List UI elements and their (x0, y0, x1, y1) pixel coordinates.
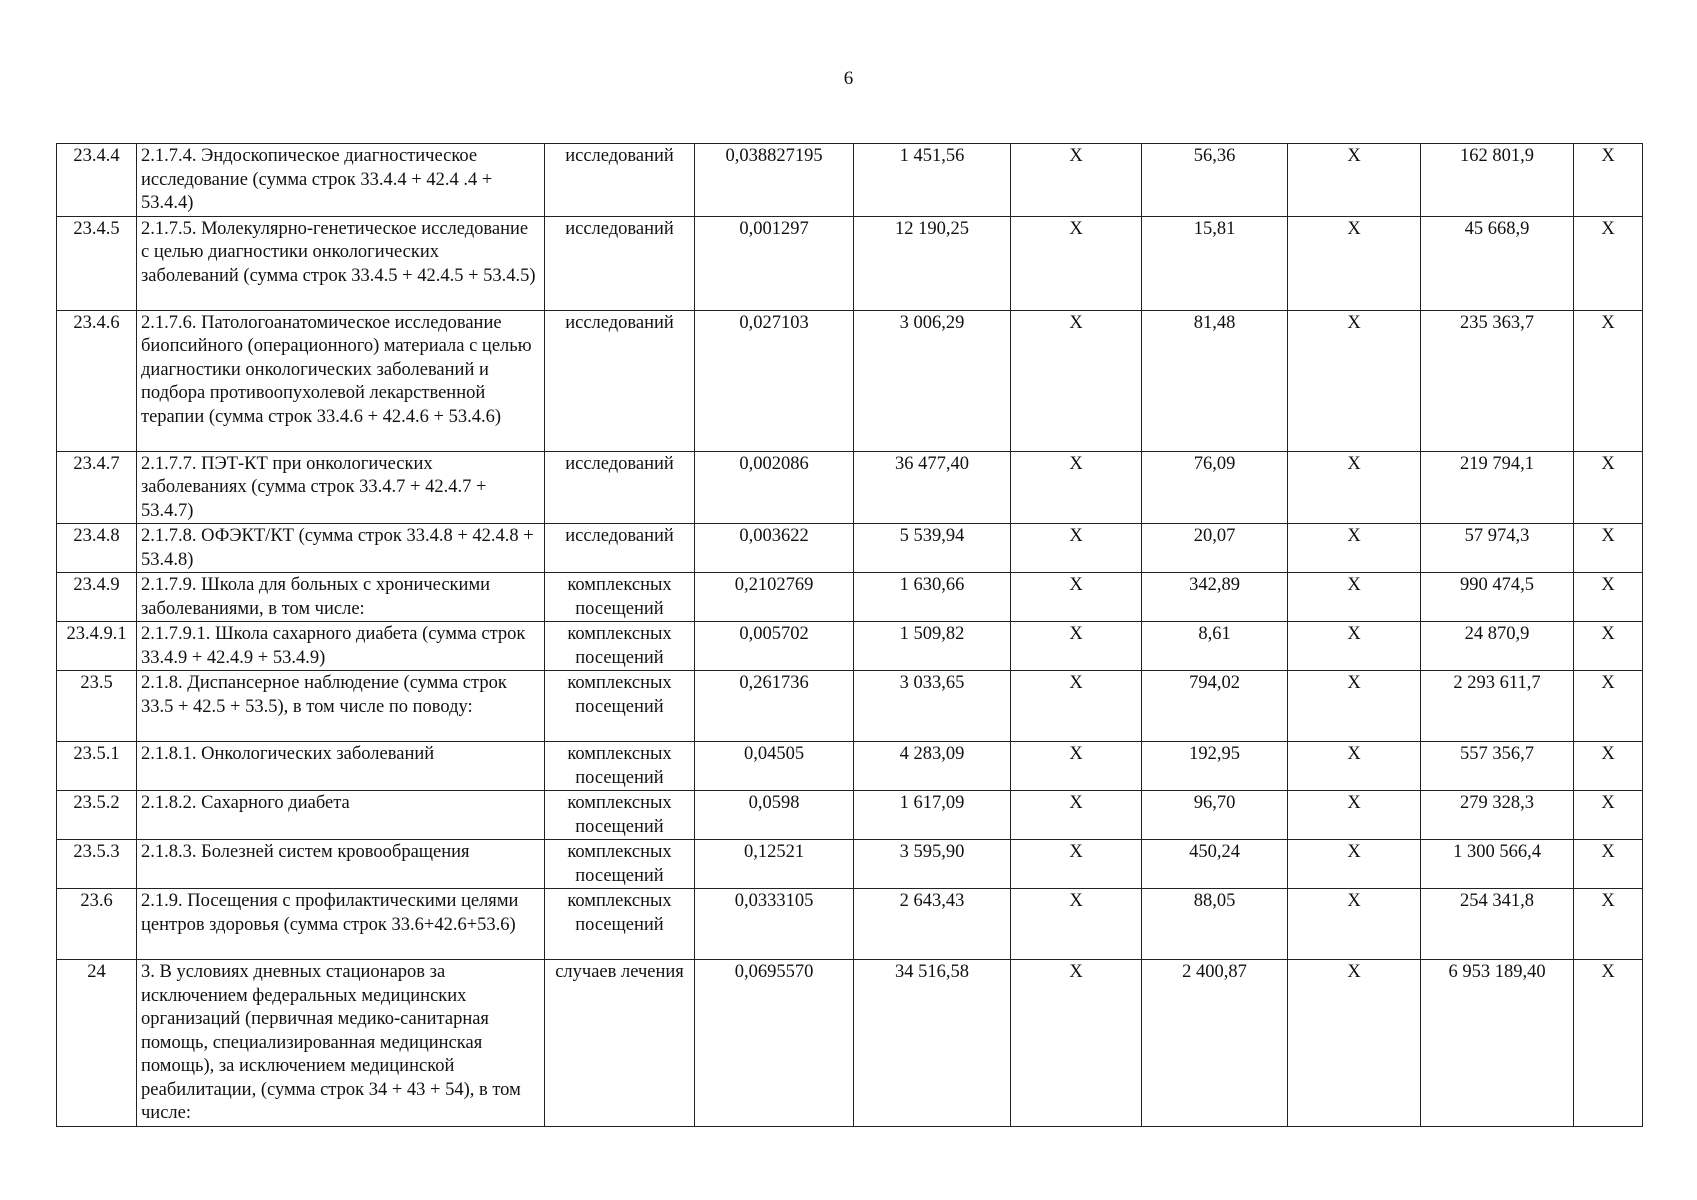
table-row (57, 889, 1643, 960)
table-row (57, 742, 1643, 791)
row-value-6: X (1011, 573, 1142, 622)
table-row (57, 960, 1643, 1127)
row-value-8: X (1288, 742, 1421, 791)
row-code: 23.4.5 (57, 216, 137, 310)
row-code: 23.4.8 (57, 524, 137, 573)
row-value-9: 254 341,8 (1421, 889, 1574, 960)
row-code: 23.4.9 (57, 573, 137, 622)
row-code: 23.4.9.1 (57, 622, 137, 671)
row-value-9: 1 300 566,4 (1421, 840, 1574, 889)
row-value-6: X (1011, 960, 1142, 1127)
row-code: 23.5.1 (57, 742, 137, 791)
row-code: 23.4.7 (57, 451, 137, 524)
row-value-7: 342,89 (1142, 573, 1288, 622)
row-name: 2.1.7.7. ПЭТ-КТ при онкологических заболеваниях (сумма строк 33.4.7 + 42.4.7 + 53.4.7) (137, 451, 545, 524)
row-value-7: 56,36 (1142, 144, 1288, 217)
row-value-8: X (1288, 960, 1421, 1127)
row-unit: комплексных посещений (545, 671, 695, 742)
row-value-6: X (1011, 742, 1142, 791)
row-value-10: X (1574, 216, 1643, 310)
row-unit: комплексных посещений (545, 622, 695, 671)
table-row (57, 144, 1643, 217)
row-value-4: 0,12521 (695, 840, 854, 889)
row-value-9: 557 356,7 (1421, 742, 1574, 791)
row-name: 2.1.8.2. Сахарного диабета (137, 791, 545, 840)
row-value-7: 2 400,87 (1142, 960, 1288, 1127)
row-value-5: 4 283,09 (854, 742, 1011, 791)
row-name: 2.1.7.5. Молекулярно-генетическое исследование с целью диагностики онкологических заболеваний (сумма строк 33.4.5 + 42.4.5 + 53.4.5) (137, 216, 545, 310)
table-row (57, 671, 1643, 742)
row-value-6: X (1011, 144, 1142, 217)
row-value-7: 88,05 (1142, 889, 1288, 960)
row-value-6: X (1011, 840, 1142, 889)
row-value-9: 6 953 189,40 (1421, 960, 1574, 1127)
table-row (57, 310, 1643, 451)
row-value-4: 0,003622 (695, 524, 854, 573)
row-value-6: X (1011, 216, 1142, 310)
table-row (57, 840, 1643, 889)
row-value-9: 219 794,1 (1421, 451, 1574, 524)
row-name: 2.1.9. Посещения с профилактическими целями центров здоровья (сумма строк 33.6+42.6+53.6) (137, 889, 545, 960)
row-value-5: 3 595,90 (854, 840, 1011, 889)
row-value-5: 1 630,66 (854, 573, 1011, 622)
row-value-8: X (1288, 573, 1421, 622)
row-code: 23.5.3 (57, 840, 137, 889)
row-value-5: 1 617,09 (854, 791, 1011, 840)
row-value-4: 0,261736 (695, 671, 854, 742)
row-value-10: X (1574, 451, 1643, 524)
row-name: 3. В условиях дневных стационаров за исключением федеральных медицинских организаций (первичная медико-санитарная помощь, специализированная медицинская помощь), за исключением медицинской реабилитации, (сумма строк 34 + 43 + 54), в том числе: (137, 960, 545, 1127)
row-value-8: X (1288, 840, 1421, 889)
row-value-5: 3 033,65 (854, 671, 1011, 742)
row-value-6: X (1011, 451, 1142, 524)
row-name: 2.1.8.3. Болезней систем кровообращения (137, 840, 545, 889)
row-value-7: 96,70 (1142, 791, 1288, 840)
row-value-7: 794,02 (1142, 671, 1288, 742)
row-value-4: 0,0695570 (695, 960, 854, 1127)
row-value-6: X (1011, 524, 1142, 573)
row-code: 23.6 (57, 889, 137, 960)
row-value-7: 81,48 (1142, 310, 1288, 451)
row-unit: случаев лечения (545, 960, 695, 1127)
row-value-5: 34 516,58 (854, 960, 1011, 1127)
row-code: 23.5.2 (57, 791, 137, 840)
row-name: 2.1.7.9. Школа для больных с хроническими заболеваниями, в том числе: (137, 573, 545, 622)
row-value-4: 0,002086 (695, 451, 854, 524)
table-row (57, 791, 1643, 840)
row-name: 2.1.7.4. Эндоскопическое диагностическое исследование (сумма строк 33.4.4 + 42.4 .4 + 53.4.4) (137, 144, 545, 217)
row-unit: исследований (545, 216, 695, 310)
row-value-4: 0,04505 (695, 742, 854, 791)
row-value-7: 76,09 (1142, 451, 1288, 524)
row-value-4: 0,0333105 (695, 889, 854, 960)
row-value-6: X (1011, 671, 1142, 742)
row-code: 23.4.6 (57, 310, 137, 451)
row-value-4: 0,038827195 (695, 144, 854, 217)
row-value-10: X (1574, 840, 1643, 889)
row-unit: комплексных посещений (545, 889, 695, 960)
table-row (57, 216, 1643, 310)
row-value-10: X (1574, 144, 1643, 217)
row-unit: комплексных посещений (545, 573, 695, 622)
row-unit: комплексных посещений (545, 791, 695, 840)
row-value-7: 8,61 (1142, 622, 1288, 671)
row-value-6: X (1011, 791, 1142, 840)
row-value-5: 5 539,94 (854, 524, 1011, 573)
row-value-8: X (1288, 889, 1421, 960)
row-value-5: 36 477,40 (854, 451, 1011, 524)
row-name: 2.1.8. Диспансерное наблюдение (сумма строк 33.5 + 42.5 + 53.5), в том числе по поводу: (137, 671, 545, 742)
row-value-9: 45 668,9 (1421, 216, 1574, 310)
row-unit: исследований (545, 451, 695, 524)
row-value-10: X (1574, 791, 1643, 840)
data-table (56, 143, 1643, 1127)
row-value-10: X (1574, 889, 1643, 960)
row-unit: комплексных посещений (545, 742, 695, 791)
row-value-10: X (1574, 622, 1643, 671)
row-value-5: 1 509,82 (854, 622, 1011, 671)
row-value-5: 1 451,56 (854, 144, 1011, 217)
row-value-10: X (1574, 671, 1643, 742)
row-value-8: X (1288, 144, 1421, 217)
row-value-7: 15,81 (1142, 216, 1288, 310)
row-value-9: 235 363,7 (1421, 310, 1574, 451)
row-value-7: 450,24 (1142, 840, 1288, 889)
row-value-8: X (1288, 622, 1421, 671)
row-value-8: X (1288, 671, 1421, 742)
row-value-6: X (1011, 622, 1142, 671)
row-value-4: 0,027103 (695, 310, 854, 451)
row-value-10: X (1574, 742, 1643, 791)
row-value-10: X (1574, 960, 1643, 1127)
row-value-9: 279 328,3 (1421, 791, 1574, 840)
row-value-9: 2 293 611,7 (1421, 671, 1574, 742)
table-row (57, 451, 1643, 524)
row-value-5: 2 643,43 (854, 889, 1011, 960)
row-code: 24 (57, 960, 137, 1127)
row-value-7: 192,95 (1142, 742, 1288, 791)
row-value-8: X (1288, 451, 1421, 524)
table-row (57, 622, 1643, 671)
table-row (57, 573, 1643, 622)
row-value-10: X (1574, 524, 1643, 573)
row-name: 2.1.8.1. Онкологических заболеваний (137, 742, 545, 791)
row-unit: исследований (545, 144, 695, 217)
row-value-6: X (1011, 889, 1142, 960)
row-value-9: 990 474,5 (1421, 573, 1574, 622)
row-value-9: 162 801,9 (1421, 144, 1574, 217)
row-value-5: 3 006,29 (854, 310, 1011, 451)
row-value-10: X (1574, 310, 1643, 451)
page-number: 6 (843, 68, 854, 89)
row-name: 2.1.7.8. ОФЭКТ/КТ (сумма строк 33.4.8 + 42.4.8 + 53.4.8) (137, 524, 545, 573)
row-value-6: X (1011, 310, 1142, 451)
row-unit: исследований (545, 524, 695, 573)
row-name: 2.1.7.6. Патологоанатомическое исследование биопсийного (операционного) материала с целью диагностики онкологических заболеваний и подбора противоопухолевой лекарственной терапии (сумма строк 33.4.6 + 42.4.6 + 53.4.6) (137, 310, 545, 451)
row-value-8: X (1288, 310, 1421, 451)
row-value-9: 57 974,3 (1421, 524, 1574, 573)
row-value-5: 12 190,25 (854, 216, 1011, 310)
row-name: 2.1.7.9.1. Школа сахарного диабета (сумма строк 33.4.9 + 42.4.9 + 53.4.9) (137, 622, 545, 671)
row-value-4: 0,0598 (695, 791, 854, 840)
row-value-4: 0,2102769 (695, 573, 854, 622)
row-value-9: 24 870,9 (1421, 622, 1574, 671)
row-value-10: X (1574, 573, 1643, 622)
row-value-7: 20,07 (1142, 524, 1288, 573)
row-value-8: X (1288, 216, 1421, 310)
row-value-4: 0,001297 (695, 216, 854, 310)
row-unit: комплексных посещений (545, 840, 695, 889)
row-code: 23.5 (57, 671, 137, 742)
row-value-8: X (1288, 791, 1421, 840)
table-row (57, 524, 1643, 573)
row-value-8: X (1288, 524, 1421, 573)
row-unit: исследований (545, 310, 695, 451)
row-code: 23.4.4 (57, 144, 137, 217)
row-value-4: 0,005702 (695, 622, 854, 671)
table-body (57, 144, 1643, 1127)
